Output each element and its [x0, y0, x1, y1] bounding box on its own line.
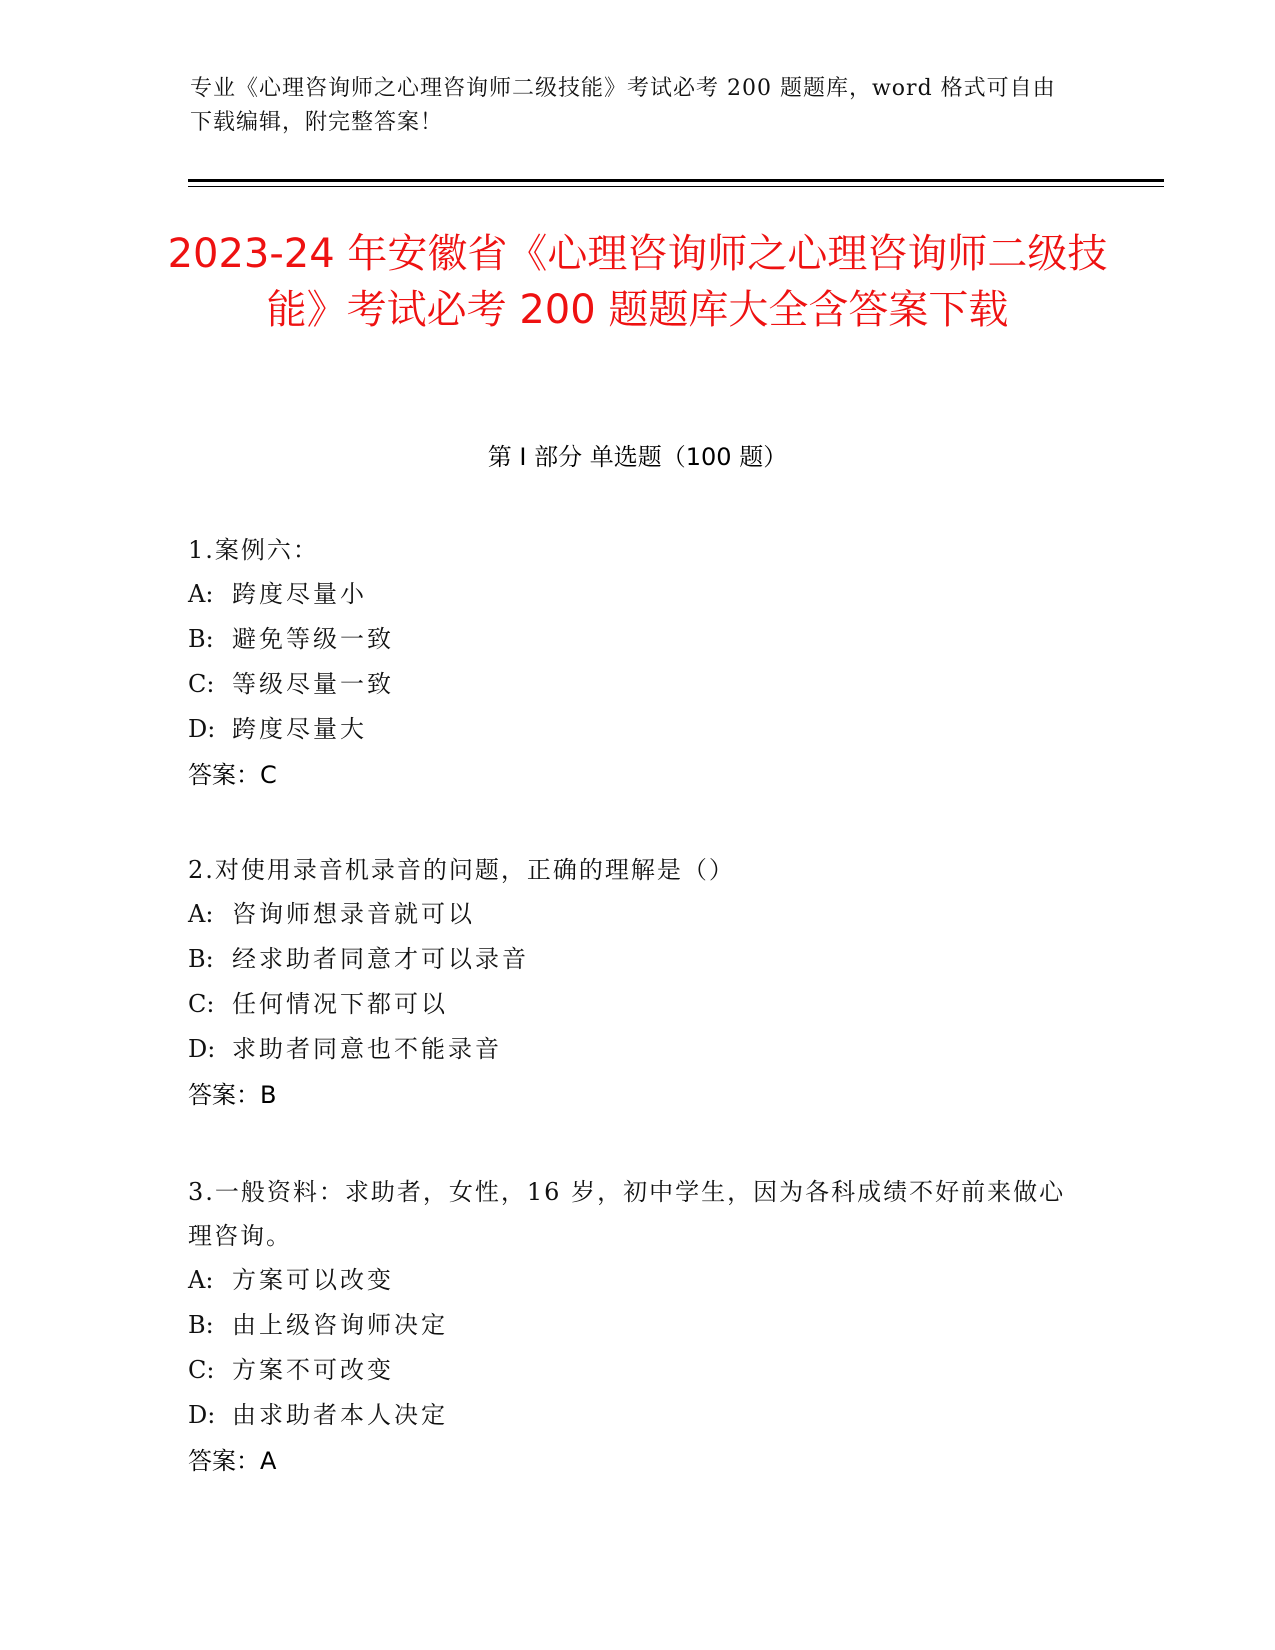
header-note: 专业《心理咨询师之心理咨询师二级技能》考试必考 200 题题库，word 格式可自由下载编辑，附完整答案！ [190, 76, 1056, 135]
option-c [188, 982, 1088, 1027]
option-d [188, 1027, 1088, 1072]
option-letter: C: [188, 990, 215, 1018]
option-letter: D: [188, 715, 216, 743]
option-letter: B: [188, 1311, 214, 1339]
option-b [188, 1303, 1088, 1348]
header-divider-thin [188, 186, 1164, 187]
option-text: 由上级咨询师决定 [232, 1311, 448, 1339]
option-text: 方案可以改变 [232, 1266, 394, 1294]
option-letter: B: [188, 945, 214, 973]
question-3 [188, 1170, 1088, 1484]
section-heading: 第 I 部分 单选题（100 题） [487, 443, 788, 471]
option-text: 由求助者本人决定 [232, 1401, 448, 1429]
option-letter: A: [188, 900, 214, 928]
option-letter: C: [188, 1356, 215, 1384]
answer-line: 答案：A [188, 1447, 277, 1475]
option-b [188, 937, 1088, 982]
option-letter: A: [188, 1266, 214, 1294]
option-text: 跨度尽量大 [232, 715, 367, 743]
question-stem: 2.对使用录音机录音的问题，正确的理解是（） [188, 856, 735, 884]
answer-line: 答案：C [188, 761, 277, 789]
answer-line: 答案：B [188, 1081, 277, 1109]
option-text: 等级尽量一致 [232, 670, 394, 698]
option-text: 避免等级一致 [232, 625, 394, 653]
document-title: 2023-24 年安徽省《心理咨询师之心理咨询师二级技能》考试必考 200 题题库大全含答案下载 [167, 231, 1108, 333]
question-2 [188, 848, 1088, 1118]
option-c [188, 662, 1088, 707]
question-stem: 3.一般资料：求助者，女性，16 岁，初中学生，因为各科成绩不好前来做心理咨询。 [188, 1178, 1066, 1250]
option-a [188, 892, 1088, 937]
question-1 [188, 528, 1088, 798]
option-text: 求助者同意也不能录音 [232, 1035, 502, 1063]
option-letter: D: [188, 1035, 216, 1063]
header-divider-thick [188, 179, 1164, 182]
option-letter: A: [188, 580, 214, 608]
option-b [188, 617, 1088, 662]
option-text: 咨询师想录音就可以 [232, 900, 475, 928]
option-c [188, 1348, 1088, 1393]
option-text: 任何情况下都可以 [232, 990, 448, 1018]
option-letter: B: [188, 625, 214, 653]
option-text: 经求助者同意才可以录音 [232, 945, 529, 973]
question-stem: 1.案例六： [188, 536, 319, 564]
option-d [188, 707, 1088, 752]
option-text: 跨度尽量小 [232, 580, 367, 608]
option-text: 方案不可改变 [232, 1356, 394, 1384]
option-a [188, 572, 1088, 617]
option-d [188, 1393, 1088, 1438]
option-a [188, 1258, 1088, 1303]
option-letter: C: [188, 670, 215, 698]
option-letter: D: [188, 1401, 216, 1429]
